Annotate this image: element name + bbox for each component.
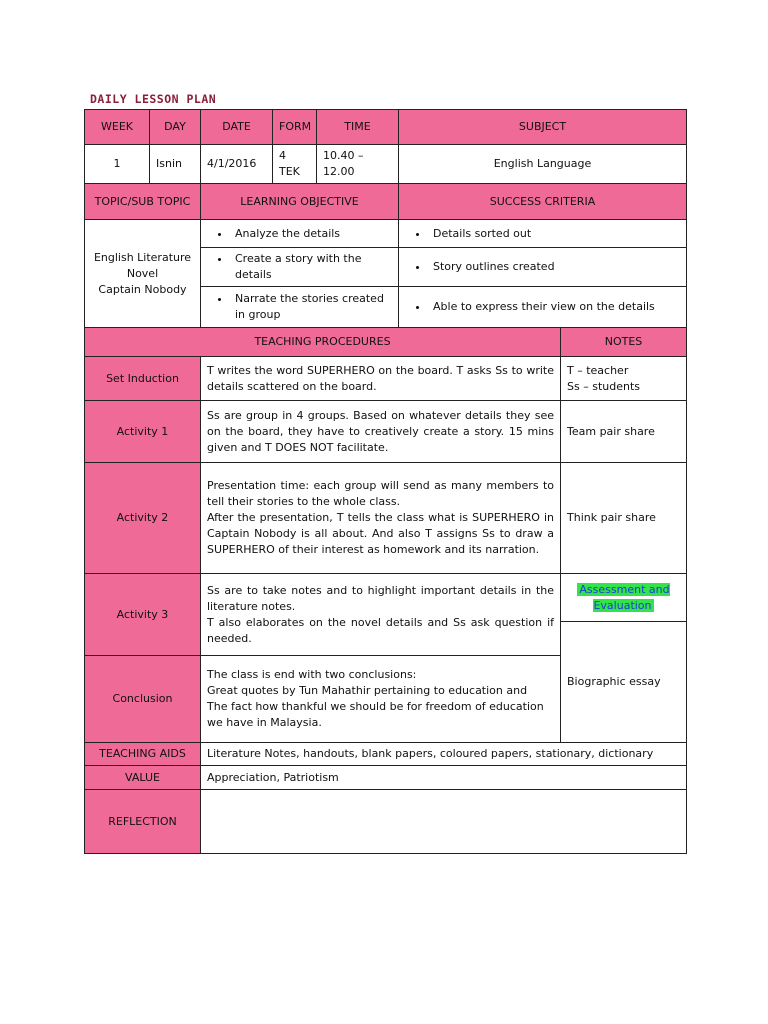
- criteria-cell: [399, 287, 687, 328]
- reflection-value[interactable]: [201, 790, 687, 854]
- objective-header: LEARNING OBJECTIVE: [201, 184, 399, 220]
- activity3-row: [85, 574, 687, 622]
- time-header: TIME: [317, 110, 399, 145]
- form-header: FORM: [273, 110, 317, 145]
- value-row: [85, 766, 687, 790]
- set-induction-text: T writes the word SUPERHERO on the board. T asks Ss to write details scattered on the board.: [201, 357, 561, 401]
- activity3-paragraph: T also elaborates on the novel details and Ss ask question if needed.: [207, 615, 554, 645]
- criteria-cell: [399, 248, 687, 287]
- activity1-label: Activity 1: [85, 401, 201, 463]
- conclusion-line: Great quotes by Tun Mahathir pertaining to education and: [207, 684, 528, 697]
- activity2-note: Think pair share: [561, 463, 687, 574]
- conclusion-label: Conclusion: [85, 656, 201, 743]
- activity3-label: Activity 3: [85, 574, 201, 656]
- value-label: VALUE: [85, 766, 201, 790]
- header-row: [85, 110, 687, 145]
- topic-line: English Literature: [93, 250, 192, 264]
- teaching-aids-value: Literature Notes, handouts, blank papers, coloured papers, stationary, dictionary: [201, 743, 687, 766]
- date-value: 4/1/2016: [201, 145, 273, 184]
- subject-header: SUBJECT: [399, 110, 687, 145]
- activity1-text: Ss are group in 4 groups. Based on whatever details they see on the board, they have to creatively create a story. 15 mins given and T DOES NOT facilitate.: [201, 401, 561, 463]
- note-line: Ss – students: [567, 379, 640, 393]
- criteria-item: • Able to express their view on the details: [429, 299, 680, 315]
- day-header: DAY: [150, 110, 201, 145]
- conclusion-line: The fact how thankful we should be for freedom of education we have in Malaysia.: [207, 700, 544, 729]
- criteria-cell: [399, 220, 687, 248]
- topic-line: Captain Nobody: [98, 282, 187, 296]
- form-value: 4 TEK: [273, 145, 317, 184]
- activity3-paragraph: Ss are to take notes and to highlight important details in the literature notes.: [207, 583, 554, 613]
- activity3-text: [201, 574, 561, 656]
- time-value: 10.40 – 12.00: [317, 145, 399, 184]
- criteria-header: SUCCESS CRITERIA: [399, 184, 687, 220]
- week-value: 1: [85, 145, 150, 184]
- assessment-note-cell: [561, 574, 687, 622]
- activity2-label: Activity 2: [85, 463, 201, 574]
- week-header: WEEK: [85, 110, 150, 145]
- set-induction-notes: [561, 357, 687, 401]
- topic-line: Novel: [126, 266, 159, 280]
- info-row: [85, 145, 687, 184]
- topic-cell: [85, 220, 201, 328]
- teaching-aids-label: TEACHING AIDS: [85, 743, 201, 766]
- criteria-item: • Story outlines created: [429, 259, 680, 275]
- activity1-note: Team pair share: [561, 401, 687, 463]
- topic-header: TOPIC/SUB TOPIC: [85, 184, 201, 220]
- activity2-text: [201, 463, 561, 574]
- objective-item: • Create a story with the details: [231, 251, 392, 283]
- procedures-header: TEACHING PROCEDURES: [85, 328, 561, 357]
- conclusion-note: Biographic essay: [561, 622, 687, 743]
- note-line: T – teacher: [567, 363, 629, 377]
- assessment-note: Assessment and Evaluation: [579, 582, 670, 612]
- section-header-row: [85, 184, 687, 220]
- conclusion-text: [201, 656, 561, 743]
- objective-item: • Narrate the stories created in group: [231, 291, 392, 323]
- activity2-row: [85, 463, 687, 574]
- objective-cell: [201, 220, 399, 248]
- procedures-header-row: [85, 328, 687, 357]
- notes-header: NOTES: [561, 328, 687, 357]
- objective-item: • Analyze the details: [231, 226, 392, 242]
- activity2-paragraph: After the presentation, T tells the class what is SUPERHERO in Captain Nobody is all about. And also T assigns Ss to draw a SUPERHERO of their interest as homework and its narration.: [207, 511, 554, 556]
- day-value: Isnin: [150, 145, 201, 184]
- date-header: DATE: [201, 110, 273, 145]
- page-title: DAILY LESSON PLAN: [90, 92, 217, 106]
- objective-cell: [201, 248, 399, 287]
- reflection-label: REFLECTION: [85, 790, 201, 854]
- reflection-row: [85, 790, 687, 854]
- objective-cell: [201, 287, 399, 328]
- conclusion-line: The class is end with two conclusions:: [207, 668, 417, 681]
- value-value: Appreciation, Patriotism: [201, 766, 687, 790]
- activity1-row: [85, 401, 687, 463]
- subject-value: English Language: [399, 145, 687, 184]
- criteria-item: • Details sorted out: [429, 226, 680, 242]
- activity2-paragraph: Presentation time: each group will send as many members to tell their stories to the whole class.: [207, 479, 554, 508]
- set-induction-label: Set Induction: [85, 357, 201, 401]
- lesson-plan-table: [84, 109, 687, 854]
- teaching-aids-row: [85, 743, 687, 766]
- objective-row: [85, 220, 687, 248]
- set-induction-row: [85, 357, 687, 401]
